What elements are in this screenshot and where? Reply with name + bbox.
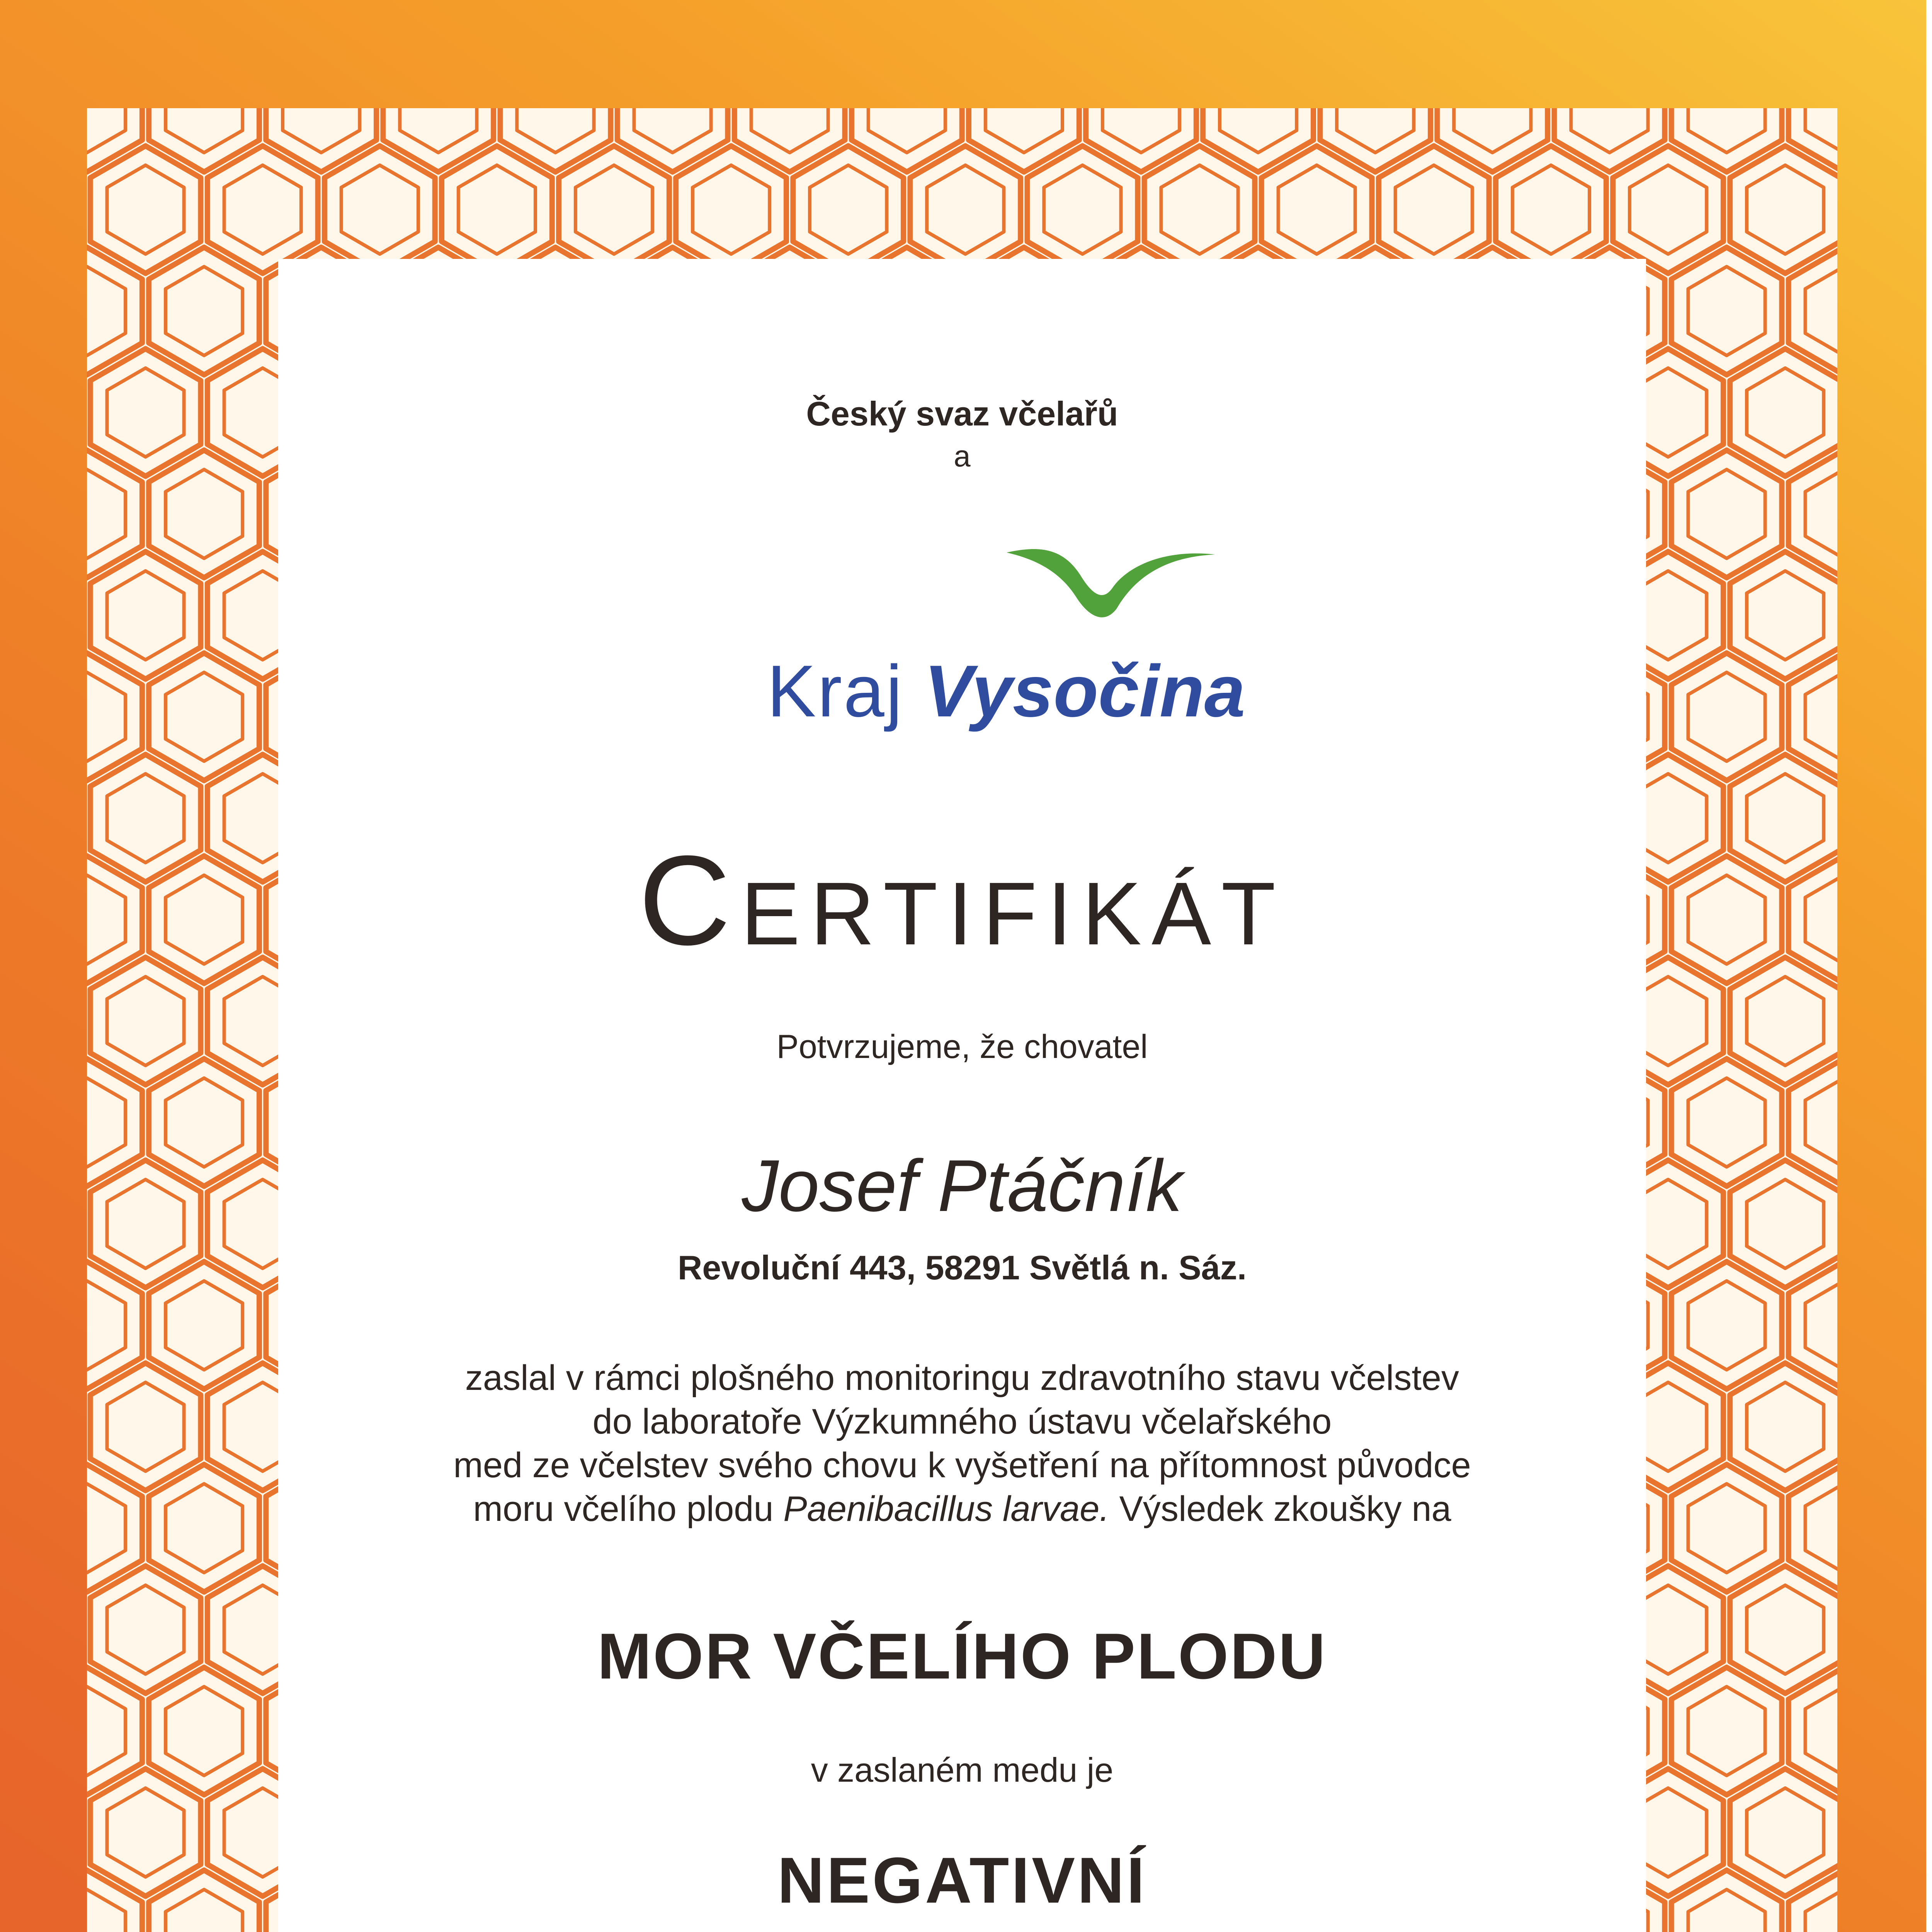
conjunction: a: [954, 439, 971, 473]
organization-name: Český svaz včelařů: [806, 395, 1118, 433]
breeder-name: Josef Ptáčník: [742, 1145, 1183, 1227]
body-line: [278, 1487, 1646, 1531]
kraj-vysocina-logo: [767, 541, 1254, 757]
body-line: do laboratoře Výzkumného ústavu včelařského: [592, 1402, 1332, 1441]
certificate-panel: [278, 259, 1646, 1932]
pathogen-name: Paenibacillus larvae.: [783, 1489, 1110, 1529]
test-result: NEGATIVNÍ: [777, 1844, 1147, 1917]
kraj-vysocina-wordmark: [767, 649, 1245, 733]
certificate-body: [278, 1356, 1646, 1531]
logo-word-region: Vysočina: [924, 650, 1245, 732]
body-line-end: Výsledek zkoušky na: [1119, 1489, 1451, 1529]
logo-word-kraj: Kraj: [767, 650, 904, 732]
scan-margin: [1926, 0, 1932, 1932]
intro-text: Potvrzujeme, že chovatel: [776, 1028, 1148, 1065]
breeder-address: Revoluční 443, 58291 Světlá n. Sáz.: [677, 1248, 1247, 1287]
body-line: med ze včelstev svého chovu k vyšetření na přítomnost původce: [453, 1446, 1471, 1485]
swoosh-icon: [1007, 541, 1223, 618]
sample-medium: v zaslaném medu je: [811, 1751, 1114, 1789]
certificate-title: Certifikát: [638, 829, 1286, 971]
body-line: zaslal v rámci plošného monitoringu zdravotního stavu včelstev: [465, 1358, 1459, 1398]
disease-name: MOR VČELÍHO PLODU: [597, 1620, 1327, 1692]
body-line-start: moru včelího plodu: [473, 1489, 774, 1529]
